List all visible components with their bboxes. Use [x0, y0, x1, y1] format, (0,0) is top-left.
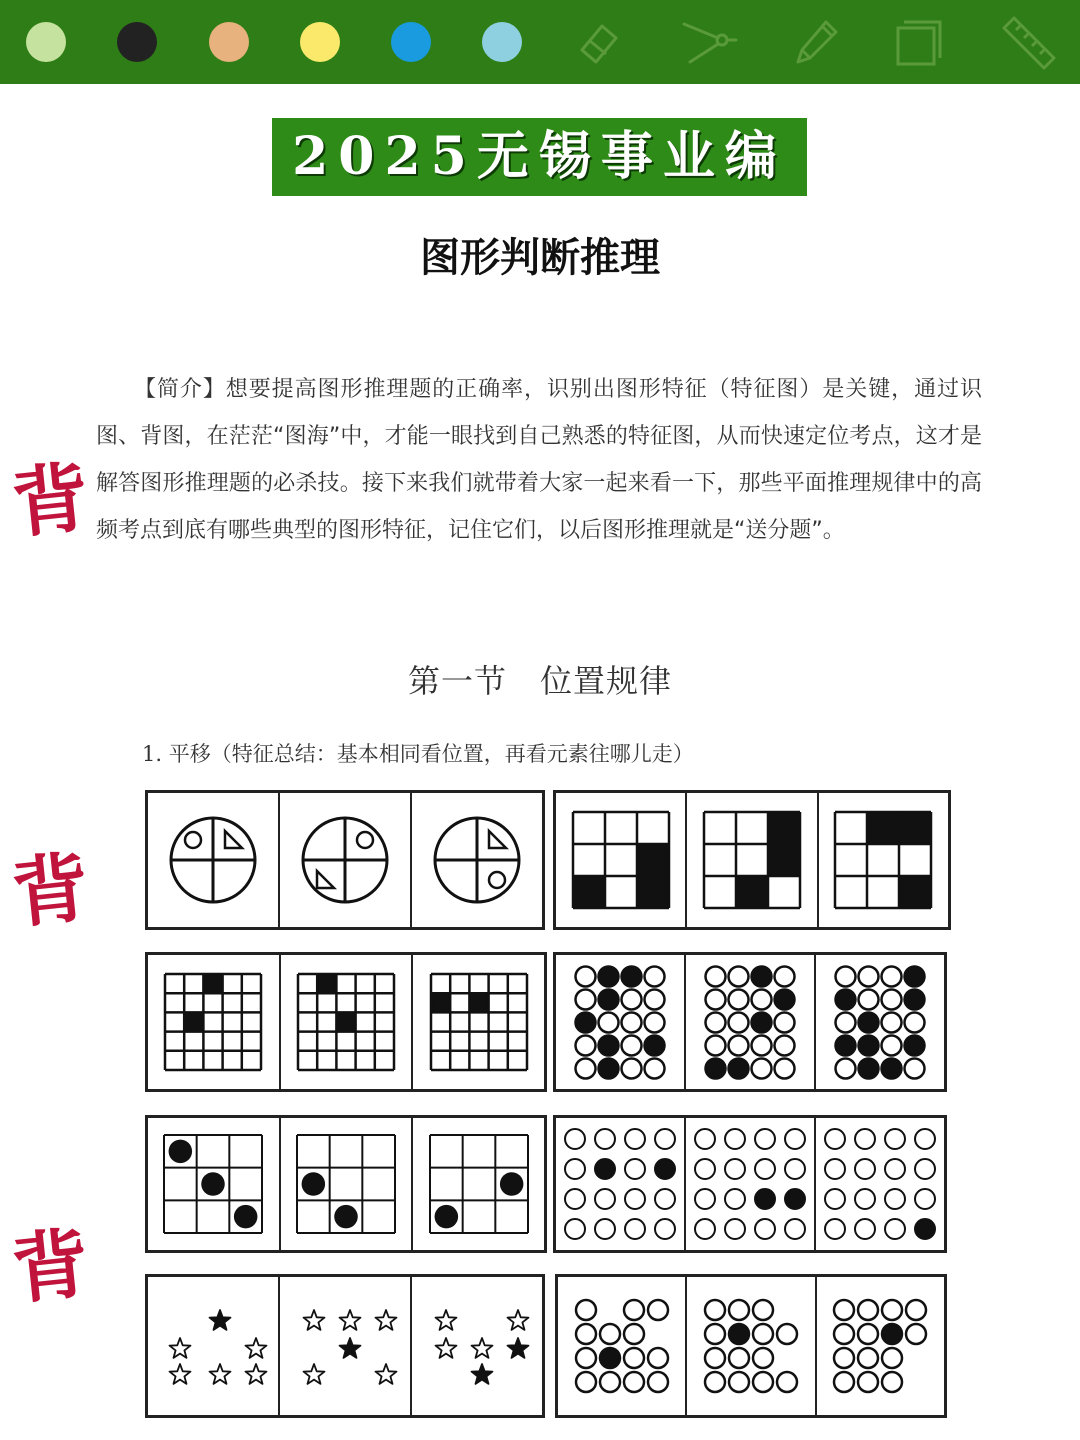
puzzle-panel [145, 952, 547, 1092]
black-cell [204, 974, 223, 993]
black-circle [752, 1012, 772, 1032]
figure [163, 972, 263, 1072]
black-cell [431, 993, 450, 1012]
figure [162, 1133, 264, 1235]
puzzle-panel [555, 1274, 947, 1418]
black-circle [905, 1035, 925, 1055]
figure [296, 972, 396, 1072]
black-star [508, 1338, 529, 1358]
black-circle [836, 989, 856, 1009]
white-circle [785, 1219, 805, 1239]
white-circle [882, 966, 902, 986]
white-star [246, 1338, 267, 1358]
intro-paragraph: 【简介】想要提高图形推理题的正确率，识别出图形特征（特征图）是关键，通过识图、背图，在茫茫“图海”中，才能一眼找到自己熟悉的特征图，从而快速定位考点，这才是解答图形推理题的必杀技。接下来我们就带着大家一起来看一下，那些平面推理规律中的高频考点到底有哪些典型的图形特征，记住它们，以后图形推理就是“送分题”。 [96, 377, 982, 543]
white-circle [695, 1159, 715, 1179]
figure [702, 963, 798, 1082]
puzzle-cell [413, 1118, 544, 1250]
black-circle [622, 966, 642, 986]
white-circle [834, 1372, 854, 1392]
white-star [170, 1338, 191, 1358]
color-swatch-yellow[interactable] [300, 22, 340, 62]
figure [688, 1122, 812, 1246]
white-circle [859, 989, 879, 1009]
layers-icon[interactable] [890, 14, 950, 70]
color-swatch-black[interactable] [117, 22, 157, 62]
white-circle [648, 1372, 668, 1392]
margin-mark: 背 [8, 1218, 94, 1315]
section-title: 第一节 位置规律 [407, 662, 672, 700]
white-circle [706, 1035, 726, 1055]
white-circle [729, 1372, 749, 1392]
white-circle [753, 1348, 773, 1368]
white-star [376, 1364, 397, 1384]
puzzle-cell [148, 1118, 281, 1250]
puzzle-cell [817, 1277, 944, 1415]
puzzle-row [0, 1115, 1080, 1253]
small-circle [489, 872, 505, 888]
white-circle [705, 1324, 725, 1344]
black-dot [334, 1205, 358, 1229]
black-dot [500, 1172, 524, 1196]
white-circle [655, 1219, 675, 1239]
white-circle [882, 1035, 902, 1055]
color-swatch-blue[interactable] [391, 22, 431, 62]
white-circle [755, 1219, 775, 1239]
white-circle [834, 1300, 854, 1320]
white-circle [906, 1324, 926, 1344]
banner-title: 2025无锡事业编 [272, 118, 807, 196]
white-circle [595, 1189, 615, 1209]
black-circle [882, 1324, 902, 1344]
figure [165, 812, 261, 908]
black-star [472, 1364, 493, 1384]
white-circle [882, 1372, 902, 1392]
white-circle [729, 1348, 749, 1368]
white-circle [706, 966, 726, 986]
white-circle [834, 1348, 854, 1368]
white-circle [648, 1300, 668, 1320]
black-circle [859, 1035, 879, 1055]
white-circle [905, 1058, 925, 1078]
small-triangle [317, 871, 334, 888]
white-circle [705, 1300, 725, 1320]
white-circle [882, 989, 902, 1009]
small-circle [185, 832, 201, 848]
white-star [436, 1310, 457, 1330]
puzzle-cell [687, 1277, 816, 1415]
black-circle [836, 1035, 856, 1055]
white-circle [645, 1012, 665, 1032]
puzzle-cell [148, 793, 280, 927]
puzzle-panel [145, 1274, 545, 1418]
white-circle [624, 1372, 644, 1392]
puzzle-cell [686, 1118, 816, 1250]
white-star [304, 1310, 325, 1330]
black-dot [202, 1172, 226, 1196]
color-swatch-light-blue[interactable] [482, 22, 522, 62]
puzzle-cell [280, 1277, 412, 1415]
white-circle [825, 1189, 845, 1209]
white-circle [755, 1159, 775, 1179]
white-circle [906, 1300, 926, 1320]
puzzle-cell [412, 1277, 542, 1415]
white-circle [855, 1189, 875, 1209]
white-circle [625, 1129, 645, 1149]
white-circle [836, 966, 856, 986]
black-circle [859, 1012, 879, 1032]
item-title: 1. 平移（特征总结：基本相同看位置，再看元素往哪儿走） [142, 742, 694, 766]
white-circle [576, 1372, 596, 1392]
small-circle [357, 832, 373, 848]
white-star [436, 1338, 457, 1358]
white-circle [885, 1159, 905, 1179]
figure [571, 810, 671, 910]
black-circle [729, 1058, 749, 1078]
drawing-toolbar [0, 0, 1080, 84]
white-circle [622, 1058, 642, 1078]
black-cell [469, 993, 488, 1012]
puzzle-cell [280, 793, 412, 927]
black-star [210, 1310, 231, 1330]
white-circle [624, 1300, 644, 1320]
puzzle-cell [816, 955, 944, 1089]
white-circle [777, 1372, 797, 1392]
compass-icon[interactable] [680, 14, 740, 70]
puzzle-row [0, 790, 1080, 930]
white-circle [706, 989, 726, 1009]
figure [158, 1301, 268, 1391]
black-cell [736, 876, 768, 908]
white-circle [834, 1324, 854, 1344]
white-circle [576, 1324, 596, 1344]
puzzle-cell [556, 1118, 686, 1250]
white-circle [655, 1129, 675, 1149]
black-dot [302, 1172, 326, 1196]
white-circle [752, 1035, 772, 1055]
white-star [340, 1310, 361, 1330]
white-circle [729, 1012, 749, 1032]
white-circle [622, 989, 642, 1009]
white-circle [825, 1129, 845, 1149]
small-triangle [489, 831, 506, 848]
figure [701, 1296, 801, 1396]
white-circle [725, 1189, 745, 1209]
black-circle [599, 1058, 619, 1078]
white-circle [576, 989, 596, 1009]
white-star [376, 1310, 397, 1330]
white-circle [825, 1219, 845, 1239]
white-circle [858, 1324, 878, 1344]
black-cell [573, 876, 605, 908]
black-circle [785, 1189, 805, 1209]
puzzle-cell [687, 793, 818, 927]
white-circle [576, 1058, 596, 1078]
figure [833, 810, 933, 910]
figure [830, 1296, 930, 1396]
black-circle [645, 1035, 665, 1055]
puzzle-row [0, 952, 1080, 1092]
figure [572, 963, 668, 1082]
black-circle [599, 989, 619, 1009]
white-circle [825, 1159, 845, 1179]
white-circle [599, 1012, 619, 1032]
white-circle [915, 1189, 935, 1209]
white-circle [695, 1189, 715, 1209]
white-circle [576, 1035, 596, 1055]
figure [558, 1122, 682, 1246]
black-circle [752, 966, 772, 986]
figure [818, 1122, 942, 1246]
white-circle [565, 1159, 585, 1179]
white-circle [725, 1129, 745, 1149]
black-circle [905, 989, 925, 1009]
figure [290, 1301, 400, 1391]
white-circle [885, 1189, 905, 1209]
white-circle [622, 1035, 642, 1055]
white-circle [729, 1300, 749, 1320]
black-circle [599, 966, 619, 986]
color-swatch-tan[interactable] [209, 22, 249, 62]
puzzle-panel [145, 790, 545, 930]
white-circle [648, 1348, 668, 1368]
puzzle-cell [556, 793, 687, 927]
puzzle-panel [553, 1115, 947, 1253]
white-circle [775, 966, 795, 986]
figure [572, 1296, 672, 1396]
puzzle-cell [686, 955, 816, 1089]
figure [702, 810, 802, 910]
puzzle-panel [145, 1115, 547, 1253]
white-star [304, 1364, 325, 1384]
white-circle [858, 1300, 878, 1320]
margin-mark: 背 [8, 452, 94, 549]
white-circle [752, 1058, 772, 1078]
white-circle [565, 1219, 585, 1239]
white-circle [695, 1129, 715, 1149]
white-circle [625, 1159, 645, 1179]
black-circle [576, 1012, 596, 1032]
white-circle [753, 1300, 773, 1320]
white-star [472, 1338, 493, 1358]
black-circle [859, 1058, 879, 1078]
black-circle [655, 1159, 675, 1179]
figure [832, 963, 928, 1082]
figure [297, 812, 393, 908]
puzzle-cell [148, 955, 281, 1089]
puzzle-cell [413, 955, 544, 1089]
white-circle [775, 1035, 795, 1055]
white-circle [882, 1348, 902, 1368]
puzzle-cell [558, 1277, 687, 1415]
black-circle [905, 966, 925, 986]
black-circle [729, 1324, 749, 1344]
white-circle [576, 1300, 596, 1320]
puzzle-cell [281, 955, 414, 1089]
white-circle [565, 1189, 585, 1209]
black-circle [882, 1058, 902, 1078]
black-circle [915, 1219, 935, 1239]
white-circle [600, 1372, 620, 1392]
white-circle [753, 1324, 773, 1344]
white-star [246, 1364, 267, 1384]
white-circle [885, 1129, 905, 1149]
white-circle [705, 1348, 725, 1368]
white-circle [915, 1129, 935, 1149]
white-circle [836, 1012, 856, 1032]
white-circle [752, 989, 772, 1009]
black-circle [775, 989, 795, 1009]
puzzle-panel [553, 790, 951, 930]
white-circle [729, 1035, 749, 1055]
puzzle-cell [281, 1118, 414, 1250]
white-circle [858, 1348, 878, 1368]
white-circle [625, 1189, 645, 1209]
white-circle [624, 1324, 644, 1344]
white-circle [905, 1012, 925, 1032]
white-circle [645, 966, 665, 986]
puzzle-row [0, 1274, 1080, 1418]
white-star [210, 1364, 231, 1384]
white-circle [755, 1129, 775, 1149]
white-star [170, 1364, 191, 1384]
margin-mark: 背 [8, 842, 94, 939]
white-circle [600, 1324, 620, 1344]
white-circle [855, 1219, 875, 1239]
black-circle [600, 1348, 620, 1368]
black-dot [169, 1140, 193, 1164]
white-circle [882, 1012, 902, 1032]
white-circle [836, 1058, 856, 1078]
black-cell [185, 1012, 204, 1031]
black-circle [755, 1189, 775, 1209]
black-circle [599, 1035, 619, 1055]
white-circle [775, 1012, 795, 1032]
white-circle [565, 1129, 585, 1149]
black-circle [595, 1159, 615, 1179]
puzzle-cell [556, 955, 686, 1089]
black-star [340, 1338, 361, 1358]
figure [429, 972, 529, 1072]
white-circle [785, 1159, 805, 1179]
pencil-icon[interactable] [786, 14, 846, 70]
white-circle [725, 1219, 745, 1239]
black-circle [706, 1058, 726, 1078]
black-cell [336, 1012, 355, 1031]
puzzle-cell [816, 1118, 944, 1250]
white-circle [753, 1372, 773, 1392]
color-swatch-light-green[interactable] [26, 22, 66, 62]
white-circle [725, 1159, 745, 1179]
white-circle [775, 1058, 795, 1078]
small-triangle [225, 831, 242, 848]
white-circle [706, 1012, 726, 1032]
puzzle-cell [412, 793, 542, 927]
white-circle [576, 966, 596, 986]
figure [422, 1301, 532, 1391]
figure [429, 812, 525, 908]
white-circle [705, 1372, 725, 1392]
black-cell [317, 974, 336, 993]
white-circle [729, 966, 749, 986]
white-circle [576, 1348, 596, 1368]
puzzle-panel [553, 952, 947, 1092]
black-dot [434, 1205, 458, 1229]
white-circle [645, 1058, 665, 1078]
white-circle [885, 1219, 905, 1239]
white-circle [645, 989, 665, 1009]
white-circle [915, 1159, 935, 1179]
black-cell [899, 876, 931, 908]
white-circle [624, 1348, 644, 1368]
white-circle [882, 1300, 902, 1320]
white-star [508, 1310, 529, 1330]
white-circle [729, 989, 749, 1009]
white-circle [595, 1219, 615, 1239]
white-circle [595, 1129, 615, 1149]
white-circle [695, 1219, 715, 1239]
white-circle [855, 1159, 875, 1179]
white-circle [777, 1324, 797, 1344]
white-circle [858, 1372, 878, 1392]
page-subtitle: 图形判断推理 [420, 234, 660, 281]
white-circle [655, 1189, 675, 1209]
black-dot [234, 1205, 258, 1229]
white-circle [785, 1129, 805, 1149]
ruler-icon[interactable] [998, 14, 1058, 70]
white-circle [855, 1129, 875, 1149]
puzzle-cell [148, 1277, 280, 1415]
puzzle-cell [819, 793, 948, 927]
white-circle [859, 966, 879, 986]
figure [295, 1133, 397, 1235]
figure [428, 1133, 530, 1235]
white-circle [622, 1012, 642, 1032]
white-circle [625, 1219, 645, 1239]
eraser-icon[interactable] [568, 14, 628, 70]
